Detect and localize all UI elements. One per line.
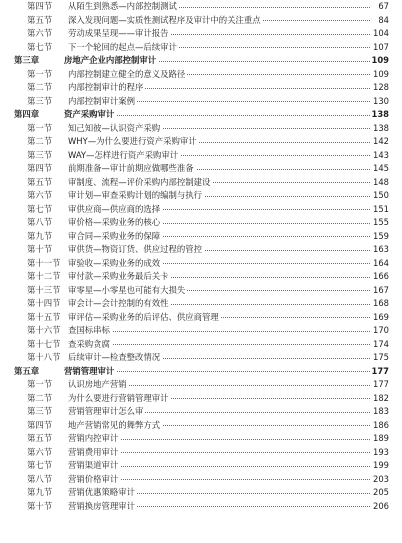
section-number: 第十二节 (27, 271, 61, 281)
section-number: 第六节 (27, 190, 53, 200)
chapter-title: 房地产企业内部控制审计 (64, 54, 158, 68)
section-number: 第七节 (27, 460, 53, 470)
section-number: 第八节 (27, 473, 53, 484)
page-number: 182 (371, 392, 389, 406)
section-number: 第十六节 (27, 325, 61, 335)
section-title: 内部控制审计案例 (68, 95, 137, 109)
toc-section-row (0, 324, 402, 338)
section-title: 审价格—采购业务的核心 (68, 216, 162, 230)
section-title: 审评估—采购业务的后评估、供应商管理 (68, 311, 221, 325)
page-number: 177 (371, 365, 389, 379)
toc-chapter-row (0, 365, 402, 379)
page-number: 189 (371, 432, 389, 446)
section-title: 审供货—物资订货、供应过程的管控 (68, 243, 204, 257)
toc-section-row (0, 378, 402, 392)
section-number: 第六节 (27, 28, 53, 38)
toc-section-row (0, 41, 402, 55)
section-title: 审供应商—供应商的选择 (68, 203, 162, 217)
section-title: 营销价格审计 (68, 473, 120, 487)
section-number: 第三节 (27, 95, 53, 106)
section-title: 前期准备—审计前期应做哪些准备 (68, 162, 196, 176)
dot-leader (68, 344, 370, 345)
chapter-number: 第五章 (14, 365, 40, 376)
toc-section-row (0, 81, 402, 95)
page-number: 150 (371, 189, 389, 203)
toc-section-row (0, 27, 402, 41)
page-number: 175 (371, 351, 389, 365)
page-number: 142 (371, 135, 389, 149)
section-number: 第二节 (27, 136, 53, 146)
section-number: 第八节 (27, 217, 53, 227)
section-number: 第十一节 (27, 257, 61, 268)
page-number: 109 (371, 54, 389, 68)
section-number: 第四节 (27, 1, 53, 11)
toc-section-row (0, 230, 402, 244)
page-number: 107 (371, 41, 389, 55)
section-title: WHY—为什么要进行资产采购审计 (68, 135, 199, 149)
section-number: 第六节 (27, 446, 53, 457)
toc-section-row (0, 122, 402, 136)
toc-section-row (0, 338, 402, 352)
toc-section-row (0, 486, 402, 500)
section-title: 知己知彼—认识资产采购 (68, 122, 162, 136)
section-title: 营销管理审计怎么审 (68, 405, 145, 419)
toc-section-row (0, 203, 402, 217)
toc-section-row (0, 270, 402, 284)
section-number: 第七节 (27, 41, 53, 52)
page-number: 168 (371, 297, 389, 311)
page-number: 143 (371, 149, 389, 163)
toc-section-row (0, 432, 402, 446)
section-number: 第十五节 (27, 311, 61, 322)
toc-section-row (0, 311, 402, 325)
section-number: 第十八节 (27, 352, 61, 362)
section-number: 第十节 (27, 500, 53, 511)
page-number: 163 (371, 243, 389, 257)
toc-section-row (0, 257, 402, 271)
section-number: 第三节 (27, 406, 53, 416)
toc-section-row (0, 14, 402, 28)
toc-section-row (0, 0, 402, 14)
toc-section-row (0, 419, 402, 433)
section-title: 营销内控审计 (68, 432, 120, 446)
toc-section-row (0, 243, 402, 257)
toc-section-row (0, 176, 402, 190)
section-number: 第一节 (27, 379, 53, 389)
section-title: 审会计—会计控制的有效性 (68, 297, 171, 311)
page-number: 183 (371, 405, 389, 419)
section-title: 审付款—采购业务最后关卡 (68, 270, 171, 284)
section-title: 营销渠道审计 (68, 459, 120, 473)
page-number: 84 (371, 14, 389, 28)
page-number: 145 (371, 162, 389, 176)
section-title: 查国标串标 (68, 324, 112, 338)
toc-section-row (0, 135, 402, 149)
page-number: 205 (371, 486, 389, 500)
section-number: 第七节 (27, 203, 53, 214)
page-number: 170 (371, 324, 389, 338)
section-title: 营销费用审计 (68, 446, 120, 460)
section-number: 第五节 (27, 433, 53, 443)
section-title: 内部控制建立健全的意义及路径 (68, 68, 187, 82)
section-title: 下一个轮回的起点—后续审计 (68, 41, 179, 55)
page-number: 166 (371, 270, 389, 284)
section-title: 审零星—小零星也可能有大损失 (68, 284, 187, 298)
toc-section-row (0, 459, 402, 473)
page-number: 169 (371, 311, 389, 325)
toc-section-row (0, 446, 402, 460)
section-title: 审合同—采购业务的保障 (68, 230, 162, 244)
section-number: 第五节 (27, 14, 53, 25)
toc-section-row (0, 68, 402, 82)
page-number: 203 (371, 473, 389, 487)
toc-section-row (0, 297, 402, 311)
section-number: 第十三节 (27, 284, 61, 295)
page-number: 186 (371, 419, 389, 433)
page-number: 151 (371, 203, 389, 217)
toc-section-row (0, 405, 402, 419)
section-title: 认识房地产营销 (68, 378, 129, 392)
section-number: 第十七节 (27, 338, 61, 349)
toc-section-row (0, 392, 402, 406)
section-title: 审制度、流程—评价采购内部控制建设 (68, 176, 212, 190)
toc-section-row (0, 189, 402, 203)
page-number: 193 (371, 446, 389, 460)
section-number: 第五节 (27, 176, 53, 187)
section-title: 深入发现问题—实质性测试程序及审计中的关注重点 (68, 14, 263, 28)
section-title: 为什么要进行营销管理审计 (68, 392, 171, 406)
page-number: 174 (371, 338, 389, 352)
page-number: 104 (371, 27, 389, 41)
section-title: 劳动成果呈现——审计报告 (68, 27, 171, 41)
section-title: 查采购贪腐 (68, 338, 112, 352)
toc-chapter-row (0, 54, 402, 68)
page-number: 167 (371, 284, 389, 298)
section-number: 第九节 (27, 230, 53, 241)
toc-section-row (0, 284, 402, 298)
toc-section-row (0, 216, 402, 230)
page-number: 67 (371, 0, 389, 14)
section-title: WAY—怎样进行资产采购审计 (68, 149, 180, 163)
page-number: 148 (371, 176, 389, 190)
section-number: 第一节 (27, 68, 53, 79)
toc-section-row (0, 473, 402, 487)
section-number: 第四节 (27, 163, 53, 173)
page-number: 128 (371, 81, 389, 95)
section-number: 第十节 (27, 244, 53, 254)
toc-section-row (0, 500, 402, 514)
section-number: 第四节 (27, 419, 53, 430)
toc-section-row (0, 351, 402, 365)
page-number: 138 (371, 122, 389, 136)
page-number: 206 (371, 500, 389, 514)
section-title: 营销优惠策略审计 (68, 486, 137, 500)
toc-chapter-row (0, 108, 402, 122)
section-number: 第二节 (27, 392, 53, 403)
section-title: 营销换房管理审计 (68, 500, 137, 514)
toc-section-row (0, 95, 402, 109)
page-number: 138 (371, 108, 389, 122)
section-title: 审计划—审查采购计划的编制与执行 (68, 189, 204, 203)
page-number: 177 (371, 378, 389, 392)
section-title: 审验收—采购业务的成效 (68, 257, 162, 271)
section-number: 第九节 (27, 487, 53, 497)
chapter-number: 第四章 (14, 109, 40, 119)
page-number: 155 (371, 216, 389, 230)
section-number: 第一节 (27, 122, 53, 133)
section-title: 从陌生到熟悉—内部控制测试 (68, 0, 179, 14)
section-title: 地产营销常见的舞弊方式 (68, 419, 162, 433)
section-title: 后续审计—检查整改情况 (68, 351, 162, 365)
chapter-title: 资产采购审计 (64, 108, 116, 122)
toc-section-row (0, 149, 402, 163)
section-number: 第三节 (27, 149, 53, 160)
section-title: 内部控制审计的程序 (68, 81, 145, 95)
page-number: 164 (371, 257, 389, 271)
chapter-title: 营销管理审计 (64, 365, 116, 379)
page-number: 109 (371, 68, 389, 82)
dot-leader (68, 331, 370, 332)
section-number: 第二节 (27, 82, 53, 92)
page-number: 130 (371, 95, 389, 109)
page-number: 199 (371, 459, 389, 473)
page-number: 159 (371, 230, 389, 244)
chapter-number: 第三章 (14, 55, 40, 65)
toc-section-row (0, 162, 402, 176)
section-number: 第十四节 (27, 298, 61, 308)
